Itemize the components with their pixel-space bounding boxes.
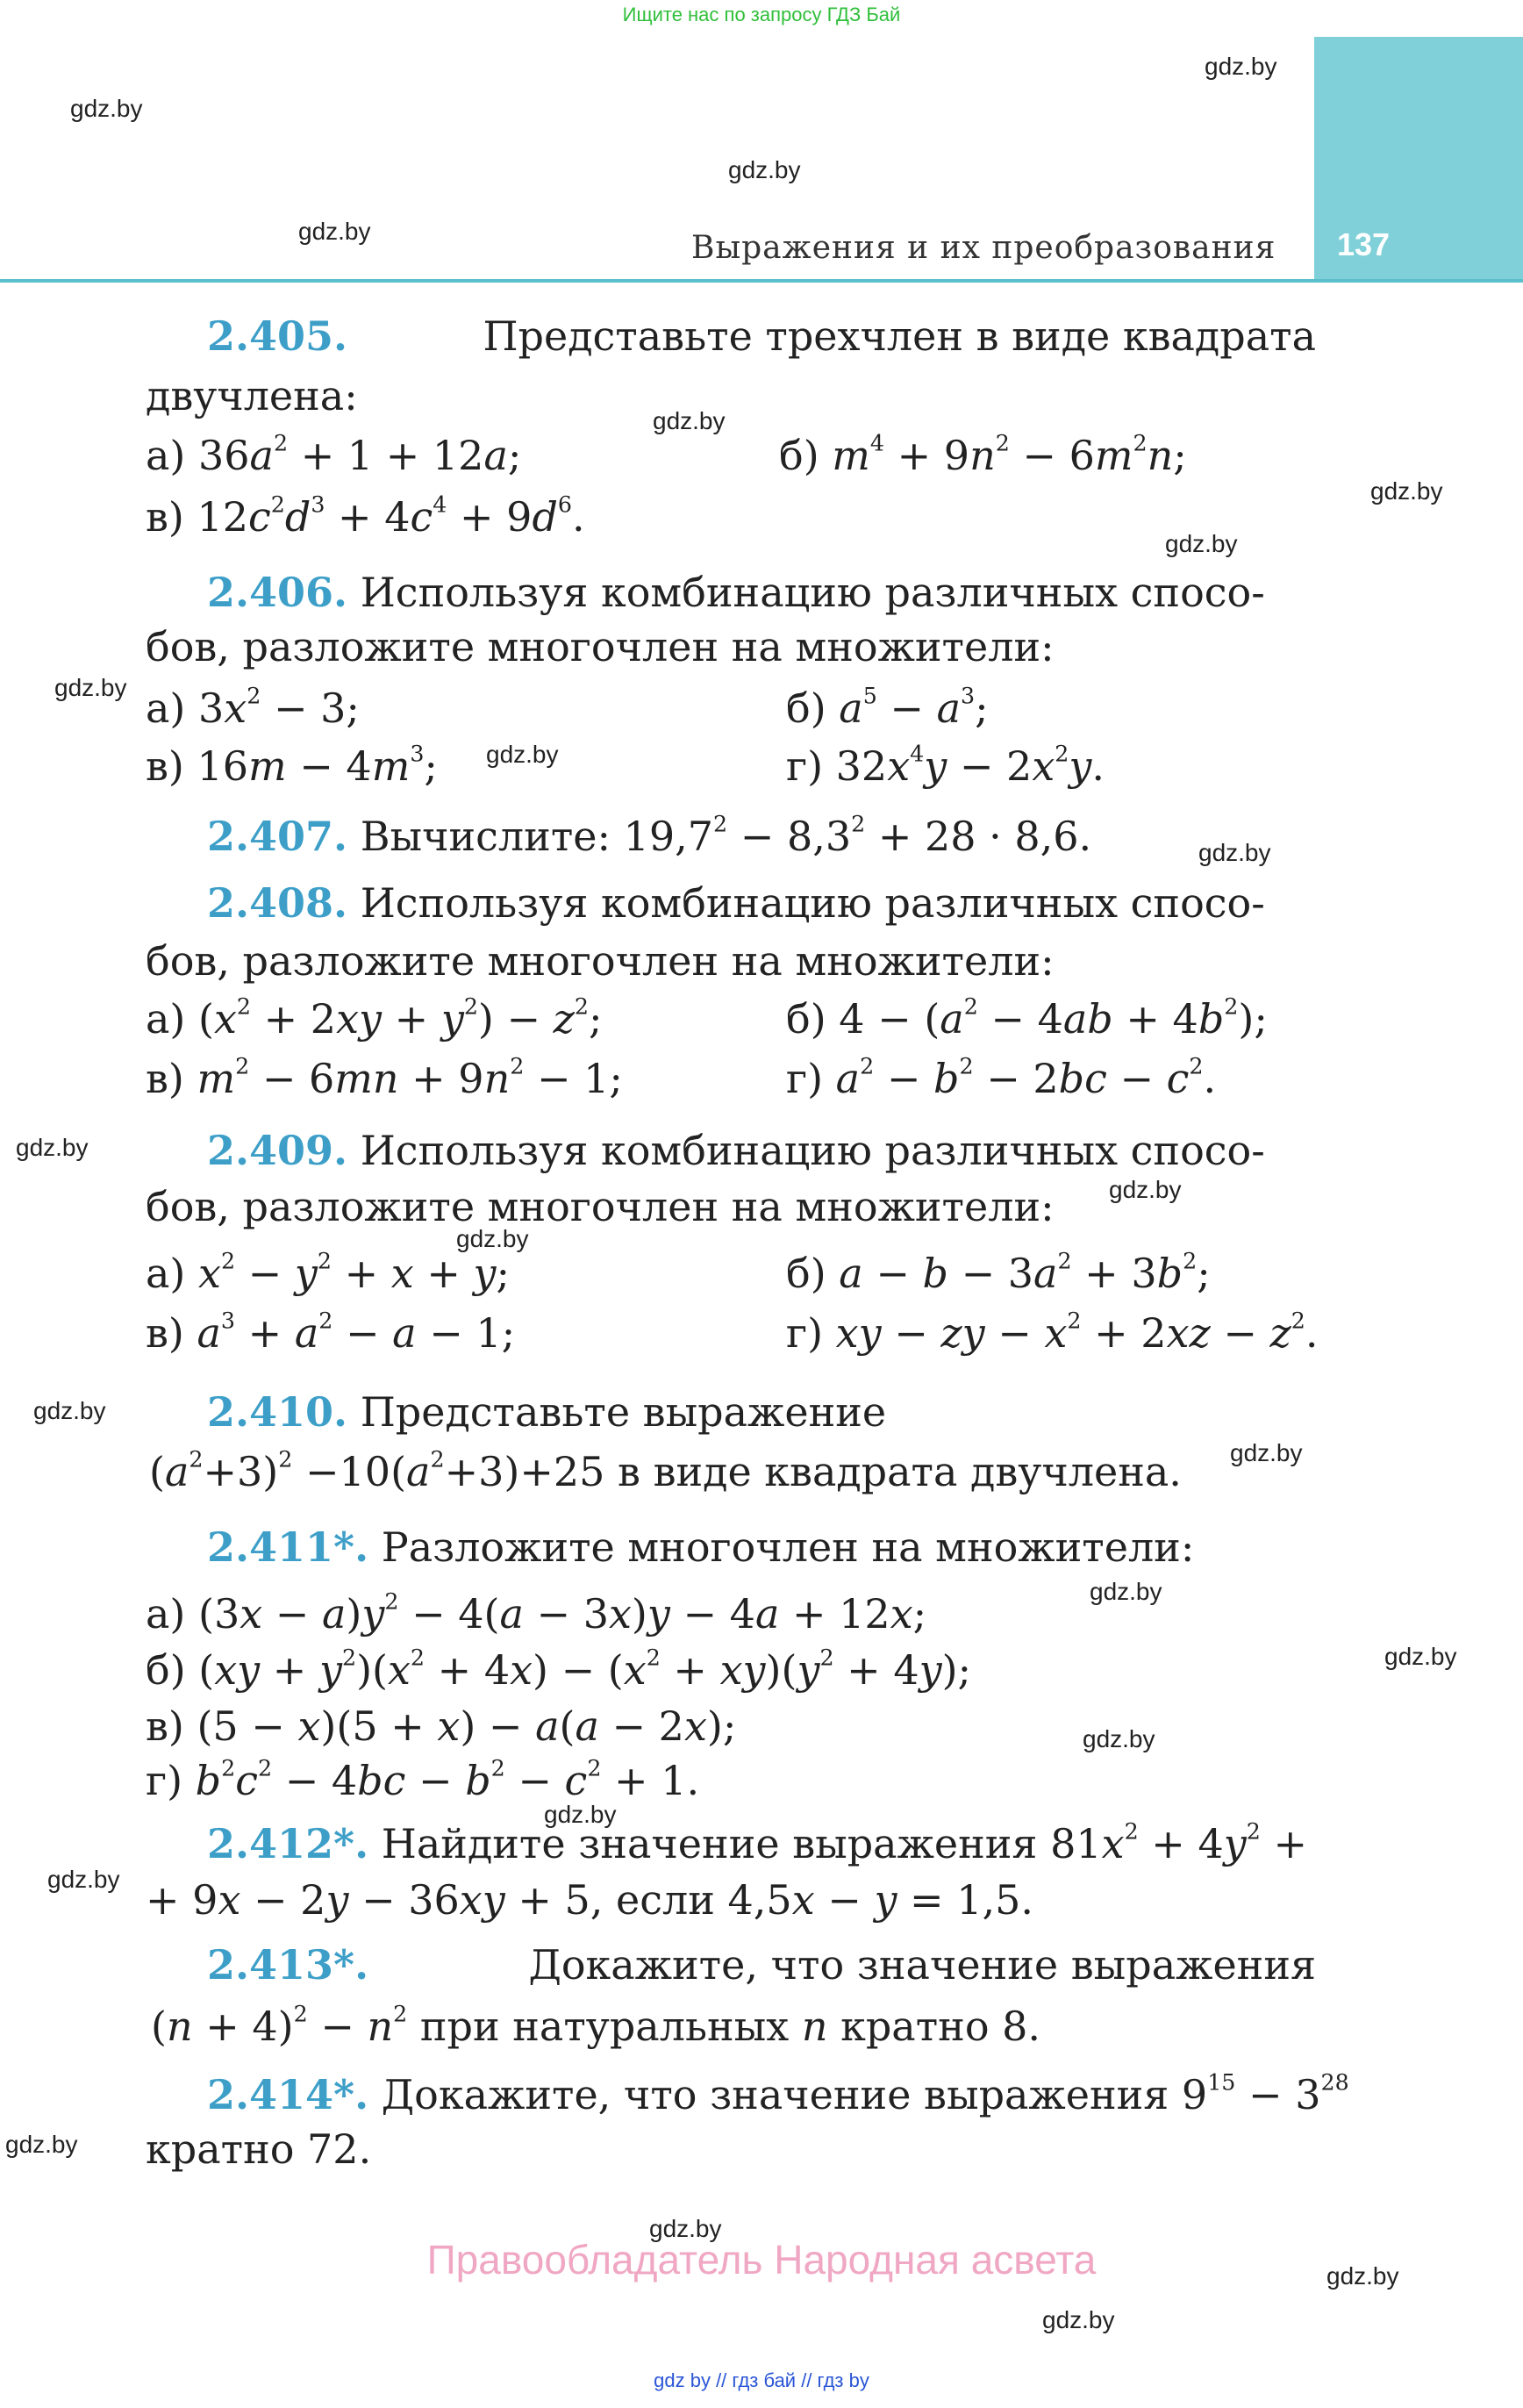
problem-2412-heading: 2.412*. Найдите значение выражения $81x^2 + 4y^2$ + [207, 1818, 1308, 1867]
watermark: gdz.by [1384, 1643, 1457, 1670]
watermark: gdz.by [1205, 53, 1277, 80]
item-a: а) $36a^2 + 1 + 12a$; [146, 430, 522, 479]
watermark: gdz.by [16, 1134, 89, 1161]
problem-2406-heading [207, 569, 1316, 616]
item-g: г) $b^2c^2 - 4bc - b^2 - c^2 + 1$. [146, 1755, 700, 1804]
problem-text: Докажите, что значение выражения [528, 1941, 1316, 1989]
watermark: gdz.by [1109, 1176, 1182, 1203]
watermark: gdz.by [728, 156, 801, 183]
problem-2409-heading [207, 1127, 1316, 1174]
item-a: а) $3x^2 - 3$; [146, 683, 360, 732]
watermark: gdz.by [1230, 1439, 1303, 1466]
watermark: gdz.by [456, 1225, 529, 1252]
watermark: gdz.by [1042, 2306, 1115, 2333]
problem-text: Найдите значение выражения [381, 1820, 1038, 1867]
watermark: gdz.by [486, 741, 559, 768]
watermark: gdz.by [544, 1801, 617, 1828]
search-banner: Ищите нас по запросу ГДЗ Бай [622, 4, 901, 25]
item-v: в) $12c^2d^3 + 4c^4 + 9d^6$. [146, 491, 585, 541]
problem-2410-heading [207, 1388, 887, 1436]
problem-2412-expression: + 9x − 2y − 36xy + 5, если 4,5x − y = 1,5. [146, 1876, 1034, 1924]
problem-text: Докажите, что значение выражения [381, 2071, 1169, 2118]
watermark: gdz.by [70, 95, 143, 122]
item-a: а) $(3x - a)y^2 - 4(a - 3x)y - 4a + 12x$; [146, 1588, 927, 1638]
watermark: gdz.by [1090, 1578, 1162, 1605]
watermark: gdz.by [1370, 477, 1443, 505]
problem-number: 2.414*. [207, 2071, 369, 2118]
watermark: gdz.by [1083, 1725, 1155, 1752]
header-rule [0, 279, 1523, 283]
problem-text: Вычислите: [360, 813, 611, 860]
item-a: а) $x^2 - y^2 + x + y$; [146, 1248, 511, 1297]
problem-text-continued: кратно 72. [146, 2125, 372, 2173]
item-g: г) $a^2 - b^2 - 2bc - c^2$. [786, 1053, 1217, 1102]
problem-number: 2.413*. [207, 1941, 369, 1989]
problem-text: Представьте выражение [360, 1388, 887, 1436]
item-b: б) $(xy + y^2)(x^2 + 4x) - (x^2 + xy)(y^2 + 4y)$; [146, 1645, 972, 1694]
problem-text: Используя комбинацию различных спосо- [360, 879, 1265, 927]
problem-2405-heading [207, 312, 1316, 360]
item-b: б) $a^5 - a^3$; [786, 683, 989, 732]
problem-number: 2.412*. [207, 1820, 369, 1867]
problem-2410-expression: $(a^2+3)^2 -10(a^2+3)+25$ в виде квадрата двучлена. [149, 1446, 1182, 1495]
item-g: г) xy − zy − $x^2 + 2xz - z^2$. [786, 1308, 1319, 1357]
problem-text-continued: двучлена: [146, 372, 358, 419]
problem-number: 2.407. [207, 813, 348, 860]
watermark: gdz.by [298, 218, 371, 245]
problem-text: Разложите многочлен на множители: [381, 1523, 1195, 1571]
problem-text: Представьте трехчлен в виде квадрата [483, 312, 1316, 360]
item-v: в) $a^3 + a^2 - a - 1$; [146, 1308, 516, 1357]
item-b: б) $4 - (a^2 - 4ab + 4b^2)$; [786, 993, 1268, 1043]
problem-2413-heading [207, 1941, 1316, 1989]
copyright-owner: Правообладатель Народная асвета [426, 2237, 1097, 2283]
problem-number: 2.409. [207, 1127, 348, 1174]
watermark: gdz.by [47, 1866, 120, 1893]
section-title: Выражения и их преобразования [691, 230, 1276, 266]
page-number: 137 [1337, 226, 1391, 262]
problem-number: 2.411*. [207, 1523, 369, 1571]
problem-2413-expression: $(n + 4)^2 - n^2$ при натуральных n кратно 8. [151, 2001, 1041, 2050]
watermark: gdz.by [54, 674, 127, 701]
watermark: gdz.by [5, 2131, 78, 2158]
watermark: gdz.by [33, 1397, 106, 1424]
watermark: gdz.by [1198, 839, 1271, 866]
problem-text-continued: бов, разложите многочлен на множители: [146, 623, 1055, 670]
watermark: gdz.by [653, 407, 726, 434]
problem-number: 2.408. [207, 879, 348, 927]
problem-2414-heading: 2.414*. Докажите, что значение выражения $9^{15} - 3^{28}$ [207, 2069, 1349, 2118]
problem-text-continued: бов, разложите многочлен на множители: [146, 937, 1055, 985]
item-g: г) $32x^4y - 2x^2y$. [786, 741, 1105, 790]
watermark: gdz.by [649, 2215, 722, 2242]
item-a: а) $(x^2 + 2xy + y^2) - z^2$; [146, 993, 603, 1043]
item-b: б) $a - b - 3a^2 + 3b^2$; [786, 1248, 1211, 1297]
problem-text-continued: бов, разложите многочлен на множители: [146, 1183, 1055, 1230]
problem-number: 2.405. [207, 312, 348, 360]
problem-text: Используя комбинацию различных спосо- [360, 569, 1265, 616]
problem-text: Используя комбинацию различных спосо- [360, 1127, 1265, 1174]
problem-2411-heading [207, 1523, 1195, 1571]
problem-number: 2.406. [207, 569, 348, 616]
item-v: в) $16m - 4m^3$; [146, 741, 438, 790]
item-v: в) (5 − x)(5 + x) − a(a − 2x); [146, 1702, 737, 1750]
problem-number: 2.410. [207, 1388, 348, 1436]
watermark: gdz.by [1165, 530, 1238, 557]
item-v: в) $m^2 - 6mn + 9n^2 - 1$; [146, 1053, 623, 1102]
watermark: gdz.by [1326, 2262, 1399, 2290]
item-b: б) $m^4 + 9n^2 - 6m^2n$; [779, 430, 1187, 479]
problem-2408-heading [207, 879, 1316, 927]
footer-links[interactable]: gdz by // гдз бай // гдз by [654, 2369, 869, 2391]
problem-2407: 2.407. Вычислите: $19,7^2 - 8,3^2 + 28 \cdot 8,6$. [207, 811, 1092, 860]
